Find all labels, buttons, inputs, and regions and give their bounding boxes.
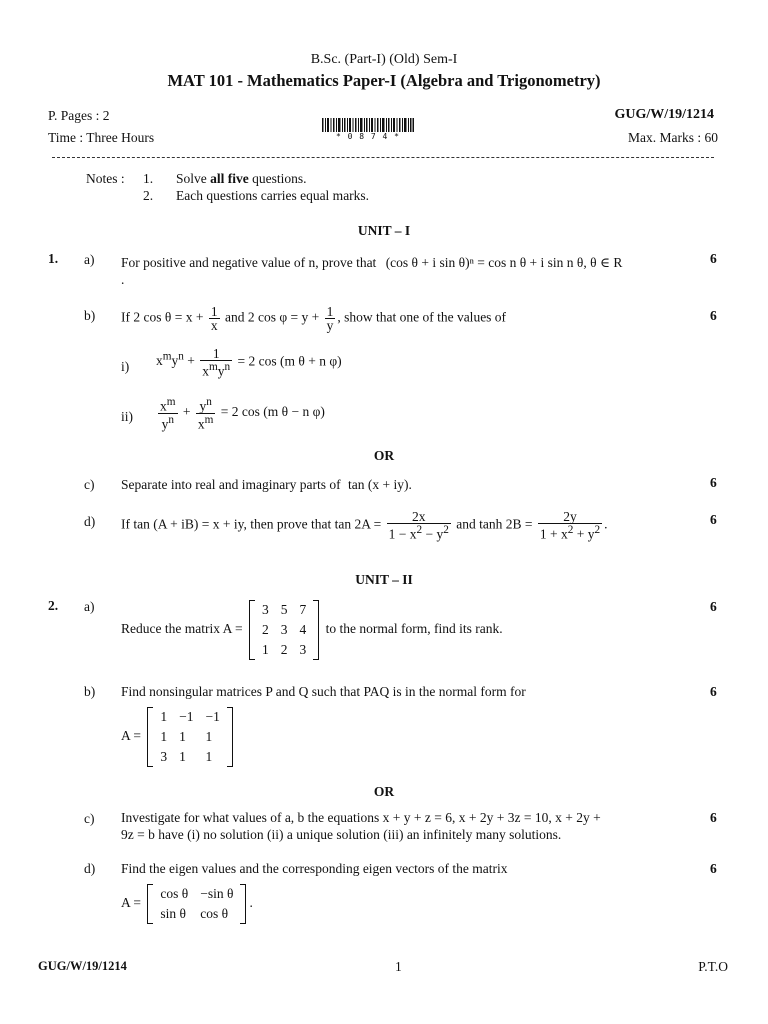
header-divider: [52, 157, 714, 158]
question-2-number: 2.: [48, 598, 59, 613]
matrix-cell: 2: [280, 642, 288, 657]
q1d-result-1: tan 2A =: [334, 516, 382, 532]
matrix-cell: cos θ: [160, 886, 189, 901]
matrix-cell: 3: [160, 749, 168, 764]
q2c-line-1: Investigate for what values of a, b the equations x + y + z = 6, x + 2y + 3z = 10, x + 2y +: [121, 810, 601, 825]
matrix-cell: 3: [299, 642, 307, 657]
matrix-cell: 1: [160, 709, 168, 724]
matrix-cell: 1: [205, 749, 213, 764]
matrix-cell: 1: [179, 749, 186, 764]
q2b-text: Find nonsingular matrices P and Q such that PAQ is in the normal form for: [121, 684, 526, 699]
q2b-matrix-name: A =: [121, 728, 141, 744]
or-separator-1: OR: [373, 448, 395, 463]
q1a-text: [121, 255, 622, 271]
q1b-if: If: [121, 309, 130, 325]
notes-label: Notes :: [86, 171, 125, 186]
q2d-matrix-block: A = cos θ −sin θ sin θ cos θ .: [121, 884, 253, 924]
matrix-cell: −1: [179, 709, 194, 724]
note-1-text: [176, 171, 307, 187]
q1b-fraction-1-over-y: $\frac{1}{y}$: [326, 304, 334, 333]
q1a-marks: 6: [710, 251, 717, 266]
q2a-normal-form: to the normal form, find its rank.: [325, 621, 503, 637]
footer-pto: P.T.O: [698, 959, 728, 974]
q2d-marks: 6: [710, 861, 717, 876]
q1b-and: and: [224, 309, 245, 325]
matrix-cell: cos θ: [200, 906, 229, 921]
q1d-if: If: [121, 516, 130, 532]
q1d-prove: , then prove that: [243, 516, 332, 532]
matrix-cell: 5: [280, 602, 288, 617]
q1b-ii-formula: $\frac{x^m}{y^n}$ + $\frac{y^n}{x^m}$ = 2 cos (m θ − n φ): [160, 396, 325, 431]
matrix-cell: 1: [160, 729, 168, 744]
q1c-text: [121, 477, 412, 493]
q2b-label: b): [84, 684, 96, 699]
q1d-given: tan (A + iB) = x + iy: [133, 516, 244, 532]
matrix-cell: 1: [179, 729, 186, 744]
q1d-text: If tan (A + iB) = x + iy, then prove that tan 2A = $\frac{2x}{1 - x^2 - y^2}$ and tanh 2B = $\frac{2y}{1 + x^2 + y^2}$ .: [121, 509, 608, 542]
note-1-pre: Solve: [176, 171, 211, 186]
note-1-post: questions.: [248, 171, 307, 186]
matrix-cell: 3: [261, 602, 269, 617]
q1b-condition-2: 2 cos φ = y +: [247, 309, 320, 325]
paper-code: GUG/W/19/1214: [614, 107, 714, 122]
barcode-image: [322, 118, 414, 132]
q2d-matrix-name: A =: [121, 895, 141, 911]
q2a-text: [121, 600, 503, 660]
q1b-fraction-1-over-x: $\frac{1}{x}$: [210, 304, 218, 333]
matrix-cell: 1: [205, 729, 213, 744]
or-separator-2: OR: [373, 784, 395, 799]
q1d-fraction-1: $\frac{2x}{1 - x^2 - y^2}$: [388, 509, 449, 542]
q1b-ii-label: ii): [121, 409, 133, 424]
q1a-formula: (cos θ + i sin θ)ⁿ = cos n θ + i sin n θ, θ ∈ R: [385, 255, 623, 270]
q1b-show: , show that one of the values of: [337, 309, 507, 325]
q1c-label: c): [84, 477, 95, 492]
q2a-label: a): [84, 599, 95, 614]
q1b-text: [121, 305, 506, 332]
q1a-label: a): [84, 252, 95, 267]
q1d-label: d): [84, 514, 96, 529]
q1d-and: and: [456, 516, 476, 532]
matrix-cell: −1: [205, 709, 220, 724]
footer-page-number: 1: [395, 959, 402, 974]
note-2-text: Each questions carries equal marks.: [176, 188, 370, 203]
matrix-cell: 4: [299, 622, 307, 637]
q2b-marks: 6: [710, 684, 717, 699]
q1b-i-formula: $x^my^n$ + $\frac{1}{x^my^n}$ = 2 cos (m θ + n φ): [156, 346, 342, 379]
q2d-text: Find the eigen values and the corresponding eigen vectors of the matrix: [121, 861, 508, 876]
matrix-cell: 3: [280, 622, 288, 637]
question-1-number: 1.: [48, 251, 59, 266]
q2a-marks: 6: [710, 599, 717, 614]
q1a-dot: .: [121, 272, 125, 287]
barcode-digits: * 0 8 7 4 *: [336, 132, 400, 141]
page-count: P. Pages : 2: [48, 108, 110, 123]
matrix-cell: sin θ: [160, 906, 186, 921]
footer-code: GUG/W/19/1214: [38, 959, 127, 973]
q2c-line-2: 9z = b have (i) no solution (ii) a unique solution (iii) an infinitely many solutions.: [121, 827, 562, 842]
q1c-statement: Separate into real and imaginary parts of: [121, 477, 341, 492]
matrix-cell: 1: [261, 642, 269, 657]
q2c-label: c): [84, 811, 95, 826]
note-1-number: 1.: [143, 171, 154, 186]
q1d-marks: 6: [710, 512, 717, 527]
q2a-matrix-name: A =: [222, 621, 243, 637]
q1b-i-label: i): [121, 359, 130, 374]
course-line: B.Sc. (Part-I) (Old) Sem-I: [310, 52, 458, 67]
paper-title: MAT 101 - Mathematics Paper-I (Algebra and Trigonometry): [167, 71, 601, 90]
q2d-matrix: [147, 884, 246, 924]
matrix-cell: 2: [261, 622, 269, 637]
q2d-label: d): [84, 861, 96, 876]
q1b-marks: 6: [710, 308, 717, 323]
q2a-matrix: [249, 600, 319, 660]
q1c-marks: 6: [710, 475, 717, 490]
unit-1-heading: UNIT – I: [357, 223, 411, 238]
max-marks: Max. Marks : 60: [628, 130, 718, 145]
q2c-marks: 6: [710, 810, 717, 825]
q2b-matrix-block: [121, 707, 236, 767]
time-allowed: Time : Three Hours: [48, 130, 155, 145]
note-2-number: 2.: [143, 188, 154, 203]
q2b-matrix: [147, 707, 233, 767]
unit-2-heading: UNIT – II: [355, 572, 413, 587]
q1c-formula: tan (x + iy).: [348, 477, 412, 492]
q1a-statement: For positive and negative value of n, prove that: [121, 255, 377, 270]
matrix-cell: −sin θ: [200, 886, 234, 901]
matrix-cell: 7: [299, 602, 307, 617]
q1b-label: b): [84, 308, 96, 323]
note-1-bold: all five: [210, 171, 249, 186]
q1d-result-2: tanh 2B =: [479, 516, 533, 532]
q1d-fraction-2: $\frac{2y}{1 + x^2 + y^2}$: [539, 509, 601, 542]
q2a-reduce: Reduce the matrix: [121, 621, 220, 637]
q1b-condition-1: 2 cos θ = x +: [133, 309, 204, 325]
